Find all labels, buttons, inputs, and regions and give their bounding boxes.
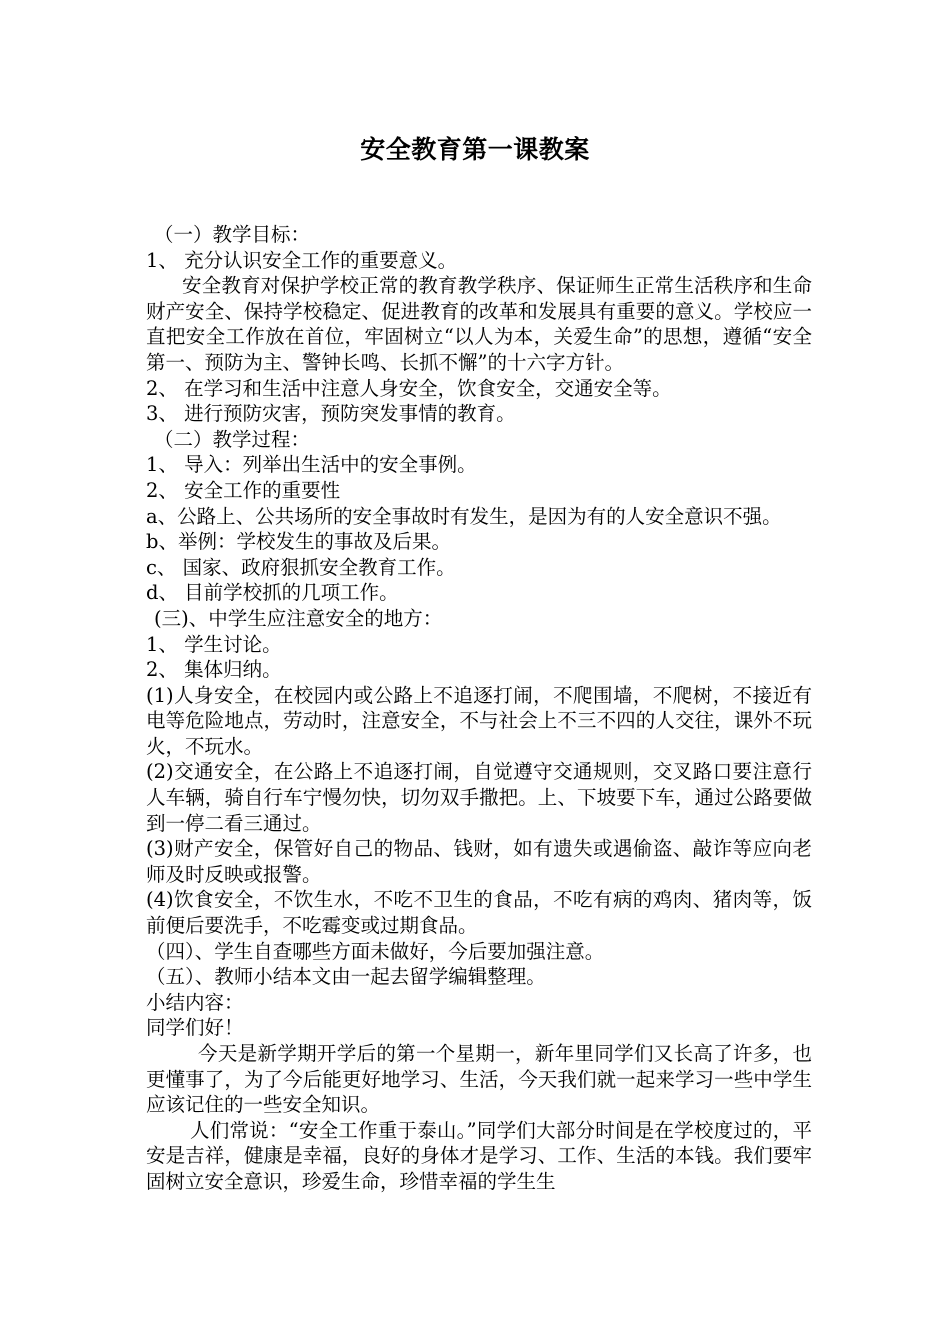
body-paragraph: 安全教育对保护学校正常的教育教学秩序、保证师生正常生活秩序和生命财产安全、保持学校稳定、促进教育的改革和发展具有重要的意义。学校应一直把安全工作放在首位，牢固树立“以人为本，关爱生命”的思想，遵循“安全第一、预防为主、警钟长鸣、长抓不懈”的十六字方针。: [146, 274, 812, 374]
section-heading-objectives: （一）教学目标：: [154, 223, 311, 246]
list-item: (2)交通安全，在公路上不追逐打闹，自觉遵守交通规则，交叉路口要注意行人车辆，骑自行车宁慢勿快，切勿双手撒把。上、下坡要下车，通过公路要做到一停二看三通过。: [146, 760, 812, 835]
list-item: (1)人身安全，在校园内或公路上不追逐打闹，不爬围墙，不爬树，不接近有电等危险地点，劳动时，注意安全，不与社会上不三不四的人交往，课外不玩火，不玩水。: [146, 683, 812, 758]
list-item: (3)财产安全，保管好自己的物品、钱财，如有遗失或遇偷盗、敲诈等应向老师及时反映或报警。: [146, 837, 812, 886]
greeting: 同学们好！: [146, 1016, 244, 1040]
body-paragraph: 小结内容：: [146, 990, 244, 1014]
list-item: 1、 充分认识安全工作的重要意义。: [146, 248, 458, 272]
list-item: b、举例：学校发生的事故及后果。: [146, 530, 451, 554]
body-paragraph: 今天是新学期开学后的第一个星期一，新年里同学们又长高了许多，也更懂事了，为了今后能更好地学习、生活，今天我们就一起来学习一些中学生应该记住的一些安全知识。: [146, 1042, 812, 1117]
list-item: c、 国家、政府狠抓安全教育工作。: [146, 555, 456, 579]
body-paragraph: 人们常说：“安全工作重于泰山。”同学们大部分时间是在学校度过的，平安是吉祥，健康是幸福，良好的身体才是学习、工作、生活的本钱。我们要牢固树立安全意识，珍爱生命，珍惜幸福的学生生: [146, 1118, 812, 1193]
list-item: 2、 安全工作的重要性: [146, 478, 341, 502]
section-heading-self-check: （四）、学生自查哪些方面未做好，今后要加强注意。: [146, 939, 605, 963]
list-item: 2、 集体归纳。: [146, 658, 282, 682]
list-item: 1、 导入：列举出生活中的安全事例。: [146, 453, 477, 477]
list-item: 2、 在学习和生活中注意人身安全，饮食安全，交通安全等。: [146, 376, 672, 400]
list-item: (4)饮食安全，不饮生水，不吃不卫生的食品，不吃有病的鸡肉、猪肉等，饭前便后要洗手，不吃霉变或过期食品。: [146, 888, 812, 938]
list-item: 1、 学生讨论。: [146, 632, 282, 656]
list-item: d、 目前学校抓的几项工作。: [146, 581, 399, 605]
list-item: 3、 进行预防灾害，预防突发事情的教育。: [146, 402, 516, 426]
document-title: 安全教育第一课教案: [360, 135, 590, 164]
section-heading-summary: （五）、教师小结本文由一起去留学编辑整理。: [146, 965, 546, 989]
document-body: [146, 222, 812, 1195]
list-item: a、公路上、公共场所的安全事故时有发生，是因为有的人安全意识不强。: [146, 504, 782, 528]
section-heading-safety-places: (三)、中学生应注意安全的地方：: [154, 606, 443, 630]
section-heading-process: （二）教学过程：: [154, 427, 311, 451]
